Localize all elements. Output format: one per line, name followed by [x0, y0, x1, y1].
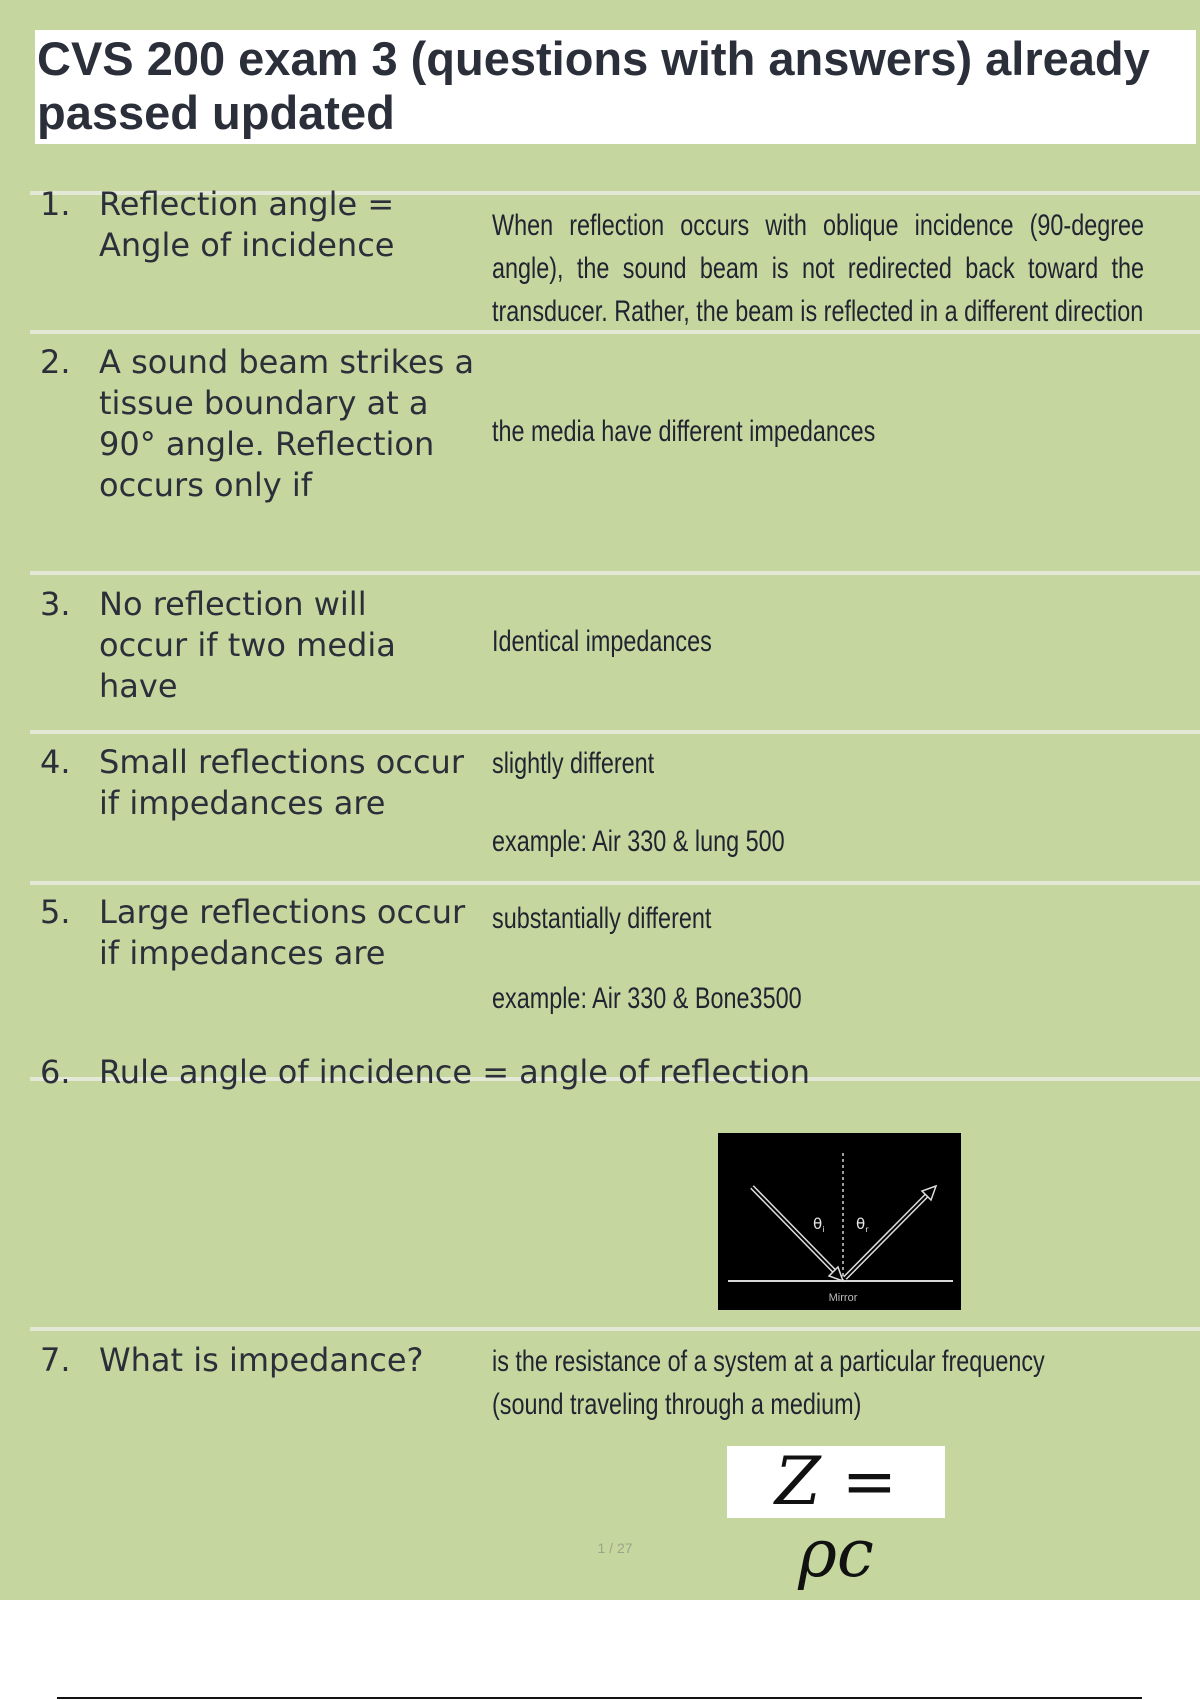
- answer-example: example: Air 330 & Bone3500: [492, 982, 802, 1015]
- row-divider: [30, 1327, 1200, 1331]
- theta-reflection-label: $\theta_r$: [856, 1215, 869, 1234]
- question-number: 1.: [40, 185, 71, 223]
- answer-text: When reflection occurs with oblique incidence (90-degree angle), the sound beam is not redirected back toward the transducer. Rather, the beam is reflected in a different direction: [492, 209, 1145, 328]
- answer-text: Identical impedances: [492, 625, 712, 658]
- question-number: 5.: [40, 893, 71, 931]
- reflected-ray-inner: [845, 1189, 933, 1278]
- question-text: No reflection will occur if two media have: [99, 585, 396, 705]
- reflection-diagram-svg: [718, 1133, 961, 1310]
- question-number: 2.: [40, 343, 71, 381]
- answer-example: example: Air 330 & lung 500: [492, 825, 785, 858]
- question-number: 3.: [40, 585, 71, 623]
- question-text: Reflection angle = Angle of incidence: [99, 185, 395, 264]
- mirror-label: Mirror: [828, 1292, 858, 1304]
- question-number: 7.: [40, 1341, 71, 1379]
- document-title: CVS 200 exam 3 (questions with answers) already passed updated: [37, 32, 1150, 139]
- question-text: Rule angle of incidence = angle of reflection: [99, 1053, 811, 1091]
- answer-text: slightly different: [492, 747, 655, 780]
- reflection-diagram: [718, 1133, 961, 1310]
- row-divider: [30, 881, 1200, 885]
- question-row-6: [40, 1052, 940, 1093]
- question-text: Large reflections occur if impedances are: [99, 893, 466, 972]
- impedance-formula: Z = ρc: [774, 1443, 898, 1592]
- row-divider: [30, 571, 1200, 575]
- question-text: A sound beam strikes a tissue boundary at a 90° angle. Reflection occurs only if: [99, 343, 475, 504]
- question-number: 4.: [40, 743, 71, 781]
- page-number: 1 / 27: [597, 1540, 633, 1556]
- theta-incidence-label: $\theta_i$: [813, 1215, 825, 1234]
- question-text: What is impedance?: [99, 1341, 424, 1379]
- answer-text: the media have different impedances: [492, 415, 876, 448]
- question-number: 6.: [40, 1053, 71, 1091]
- page-break-line: [57, 1697, 1142, 1699]
- incident-ray-inner: [752, 1187, 841, 1278]
- row-divider: [30, 730, 1200, 734]
- answer-text: substantially different: [492, 902, 712, 935]
- answer-text: is the resistance of a system at a particular frequency (sound traveling through a medium): [492, 1345, 1045, 1421]
- question-text: Small reflections occur if impedances are: [99, 743, 464, 822]
